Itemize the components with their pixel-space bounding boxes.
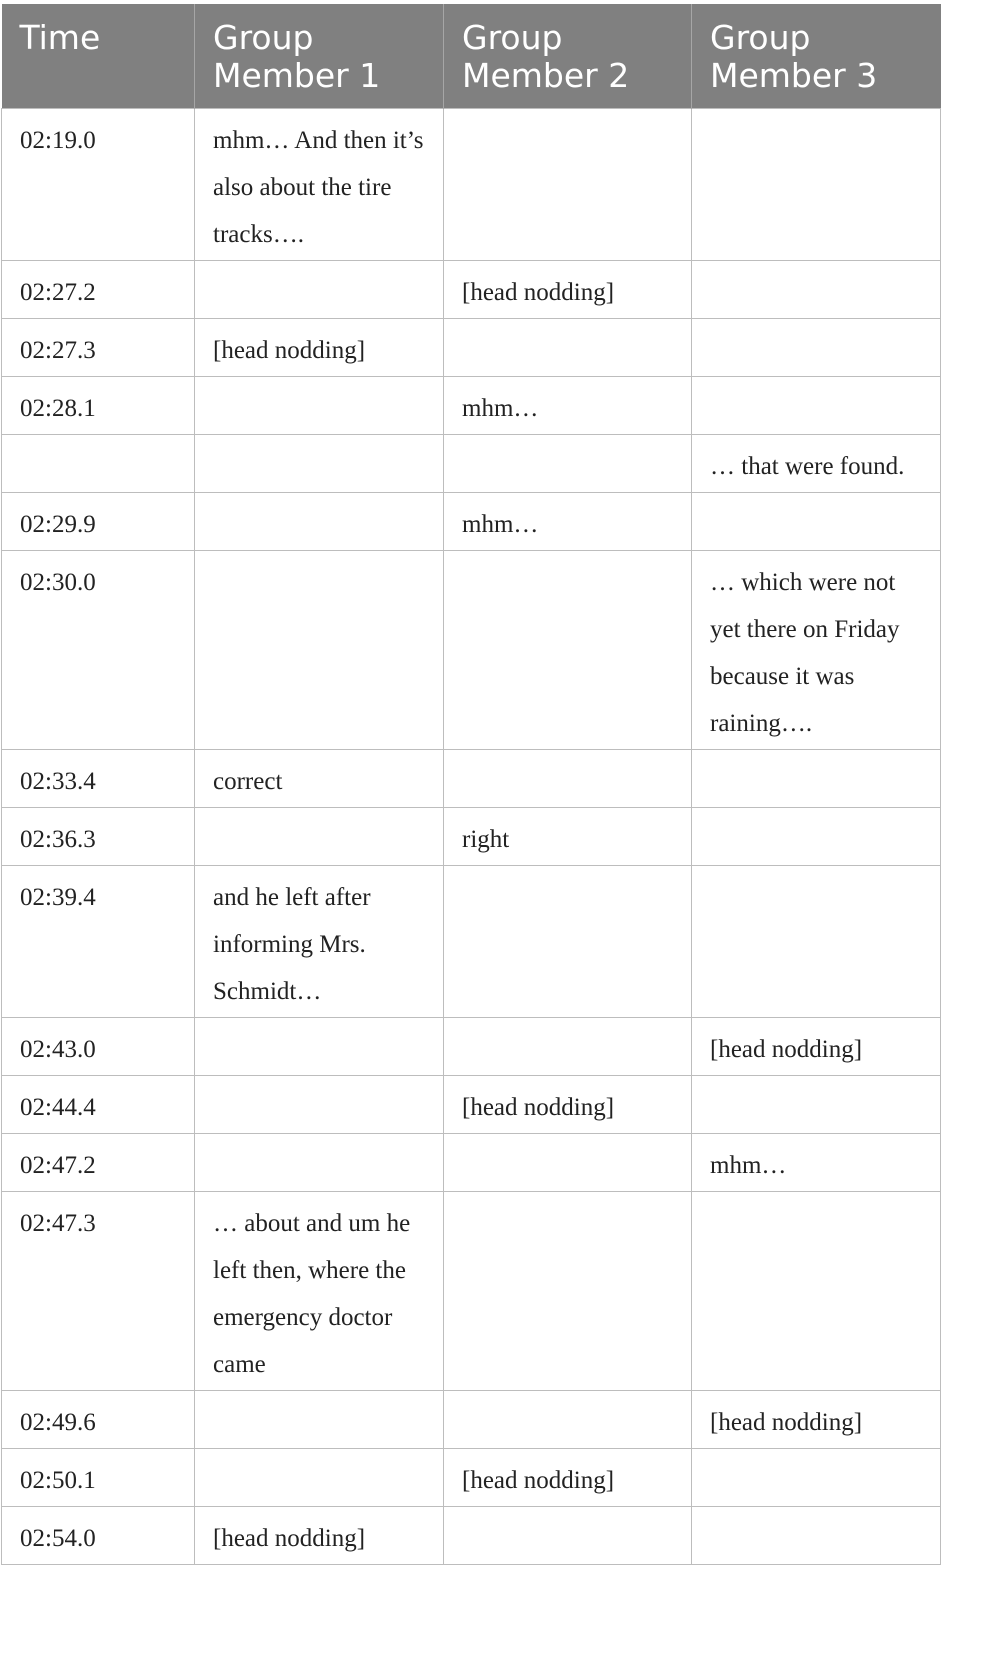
member-1-cell <box>195 1018 444 1076</box>
member-1-cell: [head nodding] <box>195 319 444 377</box>
time-cell: 02:44.4 <box>2 1076 195 1134</box>
member-2-cell <box>444 866 692 1018</box>
table-row <box>2 1507 941 1565</box>
time-cell: 02:19.0 <box>2 109 195 261</box>
time-cell <box>2 435 195 493</box>
table-header <box>2 4 941 109</box>
time-cell: 02:43.0 <box>2 1018 195 1076</box>
table-row <box>2 319 941 377</box>
member-1-cell <box>195 493 444 551</box>
time-cell: 02:49.6 <box>2 1391 195 1449</box>
member-1-cell <box>195 808 444 866</box>
time-cell: 02:39.4 <box>2 866 195 1018</box>
table-row <box>2 377 941 435</box>
time-cell: 02:50.1 <box>2 1449 195 1507</box>
table-row <box>2 551 941 750</box>
table-row <box>2 109 941 261</box>
member-3-cell <box>692 750 941 808</box>
member-1-cell: correct <box>195 750 444 808</box>
table-row <box>2 435 941 493</box>
member-1-cell <box>195 261 444 319</box>
member-2-cell <box>444 1391 692 1449</box>
member-3-cell <box>692 1449 941 1507</box>
member-2-cell: [head nodding] <box>444 261 692 319</box>
time-cell: 02:27.2 <box>2 261 195 319</box>
member-3-cell <box>692 866 941 1018</box>
member-2-cell <box>444 319 692 377</box>
table-row <box>2 1018 941 1076</box>
member-2-cell <box>444 1018 692 1076</box>
table-row <box>2 1391 941 1449</box>
member-1-cell <box>195 1134 444 1192</box>
member-3-cell: [head nodding] <box>692 1018 941 1076</box>
table-row <box>2 1076 941 1134</box>
time-cell: 02:29.9 <box>2 493 195 551</box>
member-2-cell: [head nodding] <box>444 1076 692 1134</box>
header-member-3: Group Member 3 <box>692 4 941 109</box>
member-2-cell <box>444 750 692 808</box>
member-1-cell: mhm… And then it’s also about the tire tracks…. <box>195 109 444 261</box>
table-row <box>2 866 941 1018</box>
table-row <box>2 1134 941 1192</box>
header-member-2: Group Member 2 <box>444 4 692 109</box>
member-3-cell: mhm… <box>692 1134 941 1192</box>
member-3-cell: … which were not yet there on Friday because it was raining…. <box>692 551 941 750</box>
member-2-cell: right <box>444 808 692 866</box>
member-3-cell <box>692 319 941 377</box>
member-1-cell: and he left after informing Mrs. Schmidt… <box>195 866 444 1018</box>
member-3-cell <box>692 808 941 866</box>
time-cell: 02:36.3 <box>2 808 195 866</box>
member-1-cell: [head nodding] <box>195 1507 444 1565</box>
member-1-cell <box>195 1449 444 1507</box>
time-cell: 02:33.4 <box>2 750 195 808</box>
time-cell: 02:27.3 <box>2 319 195 377</box>
member-2-cell: mhm… <box>444 377 692 435</box>
member-1-cell <box>195 1391 444 1449</box>
member-3-cell <box>692 377 941 435</box>
member-3-cell <box>692 261 941 319</box>
member-2-cell: mhm… <box>444 493 692 551</box>
time-cell: 02:47.2 <box>2 1134 195 1192</box>
member-3-cell <box>692 1076 941 1134</box>
member-1-cell <box>195 1076 444 1134</box>
transcript-table <box>1 4 941 1565</box>
time-cell: 02:28.1 <box>2 377 195 435</box>
member-3-cell <box>692 493 941 551</box>
member-1-cell <box>195 435 444 493</box>
member-3-cell: … that were found. <box>692 435 941 493</box>
table-row <box>2 493 941 551</box>
time-cell: 02:47.3 <box>2 1192 195 1391</box>
member-1-cell <box>195 377 444 435</box>
header-time: Time <box>2 4 195 109</box>
member-1-cell <box>195 551 444 750</box>
member-2-cell <box>444 1192 692 1391</box>
member-3-cell <box>692 1507 941 1565</box>
member-1-cell: … about and um he left then, where the emergency doctor came <box>195 1192 444 1391</box>
member-3-cell <box>692 109 941 261</box>
member-2-cell <box>444 1507 692 1565</box>
time-cell: 02:30.0 <box>2 551 195 750</box>
header-member-1: Group Member 1 <box>195 4 444 109</box>
member-2-cell <box>444 109 692 261</box>
table-row <box>2 261 941 319</box>
time-cell: 02:54.0 <box>2 1507 195 1565</box>
member-2-cell: [head nodding] <box>444 1449 692 1507</box>
table-body <box>2 109 941 1565</box>
member-3-cell <box>692 1192 941 1391</box>
table-row <box>2 1449 941 1507</box>
member-3-cell: [head nodding] <box>692 1391 941 1449</box>
table-row <box>2 750 941 808</box>
table-row <box>2 808 941 866</box>
header-row <box>2 4 941 109</box>
member-2-cell <box>444 1134 692 1192</box>
table-row <box>2 1192 941 1391</box>
member-2-cell <box>444 435 692 493</box>
member-2-cell <box>444 551 692 750</box>
